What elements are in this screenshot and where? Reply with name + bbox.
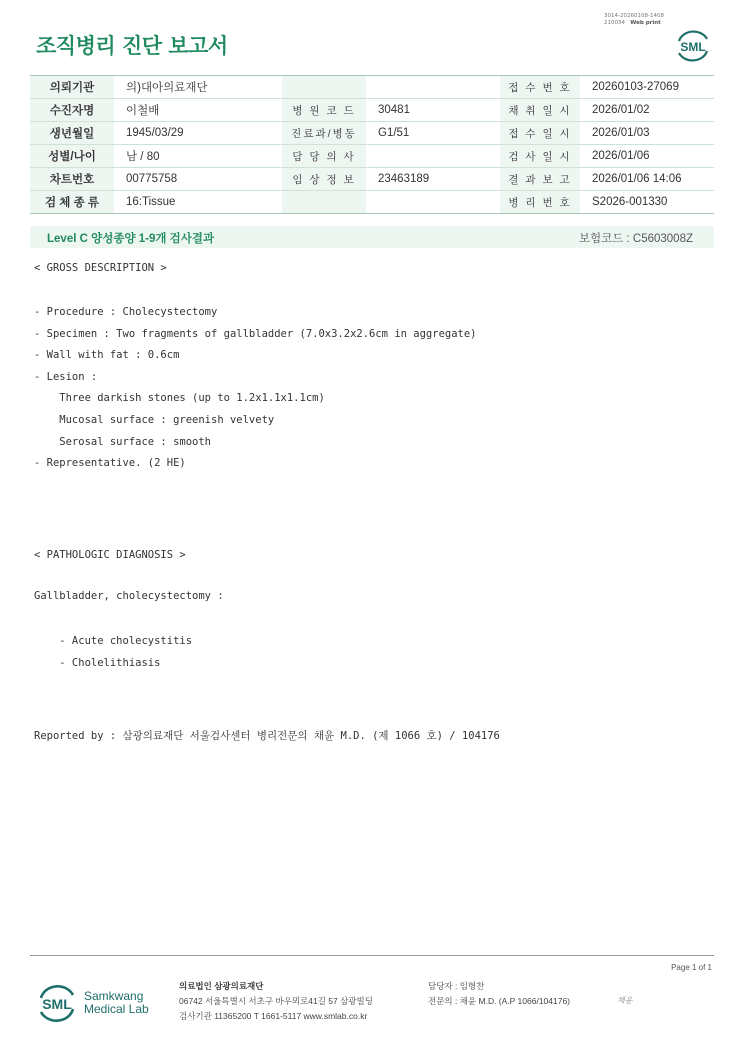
diagnosis-item: - Cholelithiasis	[34, 657, 161, 669]
gross-line: - Wall with fat : 0.6cm	[34, 349, 180, 362]
info-value-v1: 남 / 80	[114, 145, 282, 168]
info-label-l3: 접 수 번 호	[500, 76, 580, 99]
info-label-l1: 검 체 종 류	[30, 191, 114, 214]
info-value-v2: 23463189	[366, 168, 500, 191]
info-value-v1: 1945/03/29	[114, 122, 282, 145]
gross-line: Serosal surface : smooth	[34, 435, 212, 448]
info-label-l3: 결 과 보 고	[500, 168, 580, 191]
info-label-l2: 담 당 의 사	[282, 145, 366, 168]
manager: 담당자 : 임형찬	[428, 981, 485, 991]
info-value-v2: G1/51	[366, 122, 500, 145]
gross-line: - Specimen : Two fragments of gallbladder (7.0x3.2x2.6cm in aggregate)	[34, 327, 477, 340]
info-label-l2: 진료과/병동	[282, 122, 366, 145]
org-address: 06742 서울특별시 서초구 바우뫼로41길 57 삼광빌딩	[179, 996, 373, 1006]
diagnosis-list	[34, 630, 192, 674]
brand-line2: Medical Lab	[84, 1002, 149, 1016]
info-value-v3: 2026/01/06	[580, 145, 714, 168]
info-value-v1: 16:Tissue	[114, 191, 282, 214]
info-label-l1: 성별/나이	[30, 145, 114, 168]
test-name-band	[30, 226, 714, 248]
info-value-v3: 2026/01/03	[580, 122, 714, 145]
signature: 채윤	[617, 996, 633, 1005]
gross-line: - Representative. (2 HE)	[34, 457, 186, 470]
gross-description	[34, 302, 477, 475]
gross-line: - Procedure : Cholecystectomy	[34, 306, 218, 318]
info-value-v3: 20260103-27069	[580, 76, 714, 99]
info-value-v3: 2026/01/06 14:06	[580, 168, 714, 191]
info-label-l3: 채 취 일 시	[500, 99, 580, 122]
info-value-v2	[366, 145, 500, 168]
info-row	[30, 122, 714, 145]
diagnosis-organ: Gallbladder, cholecystectomy :	[34, 590, 224, 602]
info-label-l3: 접 수 일 시	[500, 122, 580, 145]
gross-line: - Lesion :	[34, 370, 98, 383]
info-value-v1: 의)대아의료재단	[114, 76, 282, 99]
print-id	[604, 13, 664, 27]
info-value-v1: 00775758	[114, 168, 282, 191]
info-row	[30, 168, 714, 191]
test-name: Level C 양성종양 1-9개 검사결과	[47, 233, 215, 245]
reported-by: Reported by : 삼광의료재단 서울검사센터 병리전문의 채윤 M.D. (제 1066 호) / 104176	[34, 730, 500, 742]
info-value-v3: 2026/01/02	[580, 99, 714, 122]
footer-logo-text: SML	[42, 996, 72, 1012]
logo-text: SML	[680, 40, 706, 54]
gross-heading: < GROSS DESCRIPTION >	[34, 262, 167, 274]
org-contact: 검사기관 11365200 T 1661-5117 www.smlab.co.kr	[179, 1011, 368, 1021]
info-row	[30, 145, 714, 168]
info-label-l2: 임 상 정 보	[282, 168, 366, 191]
info-label-l3: 병 리 번 호	[500, 191, 580, 214]
info-value-v2	[366, 76, 500, 99]
org-name: 의료법인 삼광의료재단	[179, 981, 264, 991]
info-label-l1: 수진자명	[30, 99, 114, 122]
page-title: 조직병리 진단 보고서	[36, 34, 228, 58]
info-row	[30, 76, 714, 99]
sml-logo-icon	[674, 27, 712, 63]
org-info	[179, 979, 373, 1024]
info-value-v1: 이철배	[114, 99, 282, 122]
info-row	[30, 191, 714, 214]
staff-info	[428, 979, 570, 1009]
info-label-l3: 검 사 일 시	[500, 145, 580, 168]
info-label-l2: 병 원 코 드	[282, 99, 366, 122]
info-label-l1: 생년월일	[30, 122, 114, 145]
diagnosis-item: - Acute cholecystitis	[34, 635, 193, 647]
info-label-l2	[282, 191, 366, 214]
info-label-l1: 의뢰기관	[30, 76, 114, 99]
info-label-l2	[282, 76, 366, 99]
web-print-label: Web print	[630, 20, 661, 26]
page-number: Page 1 of 1	[671, 963, 712, 972]
brand-line1: Samkwang	[84, 989, 144, 1003]
footer-divider	[30, 955, 714, 956]
info-value-v2: 30481	[366, 99, 500, 122]
diagnosis-heading: < PATHOLOGIC DIAGNOSIS >	[34, 549, 186, 561]
specialist: 전문의 : 채윤 M.D. (A.P 1066/104176)	[428, 996, 571, 1006]
info-row	[30, 99, 714, 122]
gross-line: Three darkish stones (up to 1.2x1.1x1.1cm)	[34, 392, 325, 405]
insurance-code: 보험코드 : C5603008Z	[578, 233, 693, 245]
print-id-line2: 210034	[604, 20, 625, 26]
patient-info-table	[30, 75, 714, 214]
sml-footer-logo-icon	[36, 980, 78, 1024]
print-id-line1: 3014-20260108-1408	[604, 13, 664, 19]
gross-line: Mucosal surface : greenish velvety	[34, 413, 275, 426]
info-value-v2	[366, 191, 500, 214]
info-value-v3: S2026-001330	[580, 191, 714, 214]
info-label-l1: 차트번호	[30, 168, 114, 191]
brand-name	[84, 990, 149, 1016]
